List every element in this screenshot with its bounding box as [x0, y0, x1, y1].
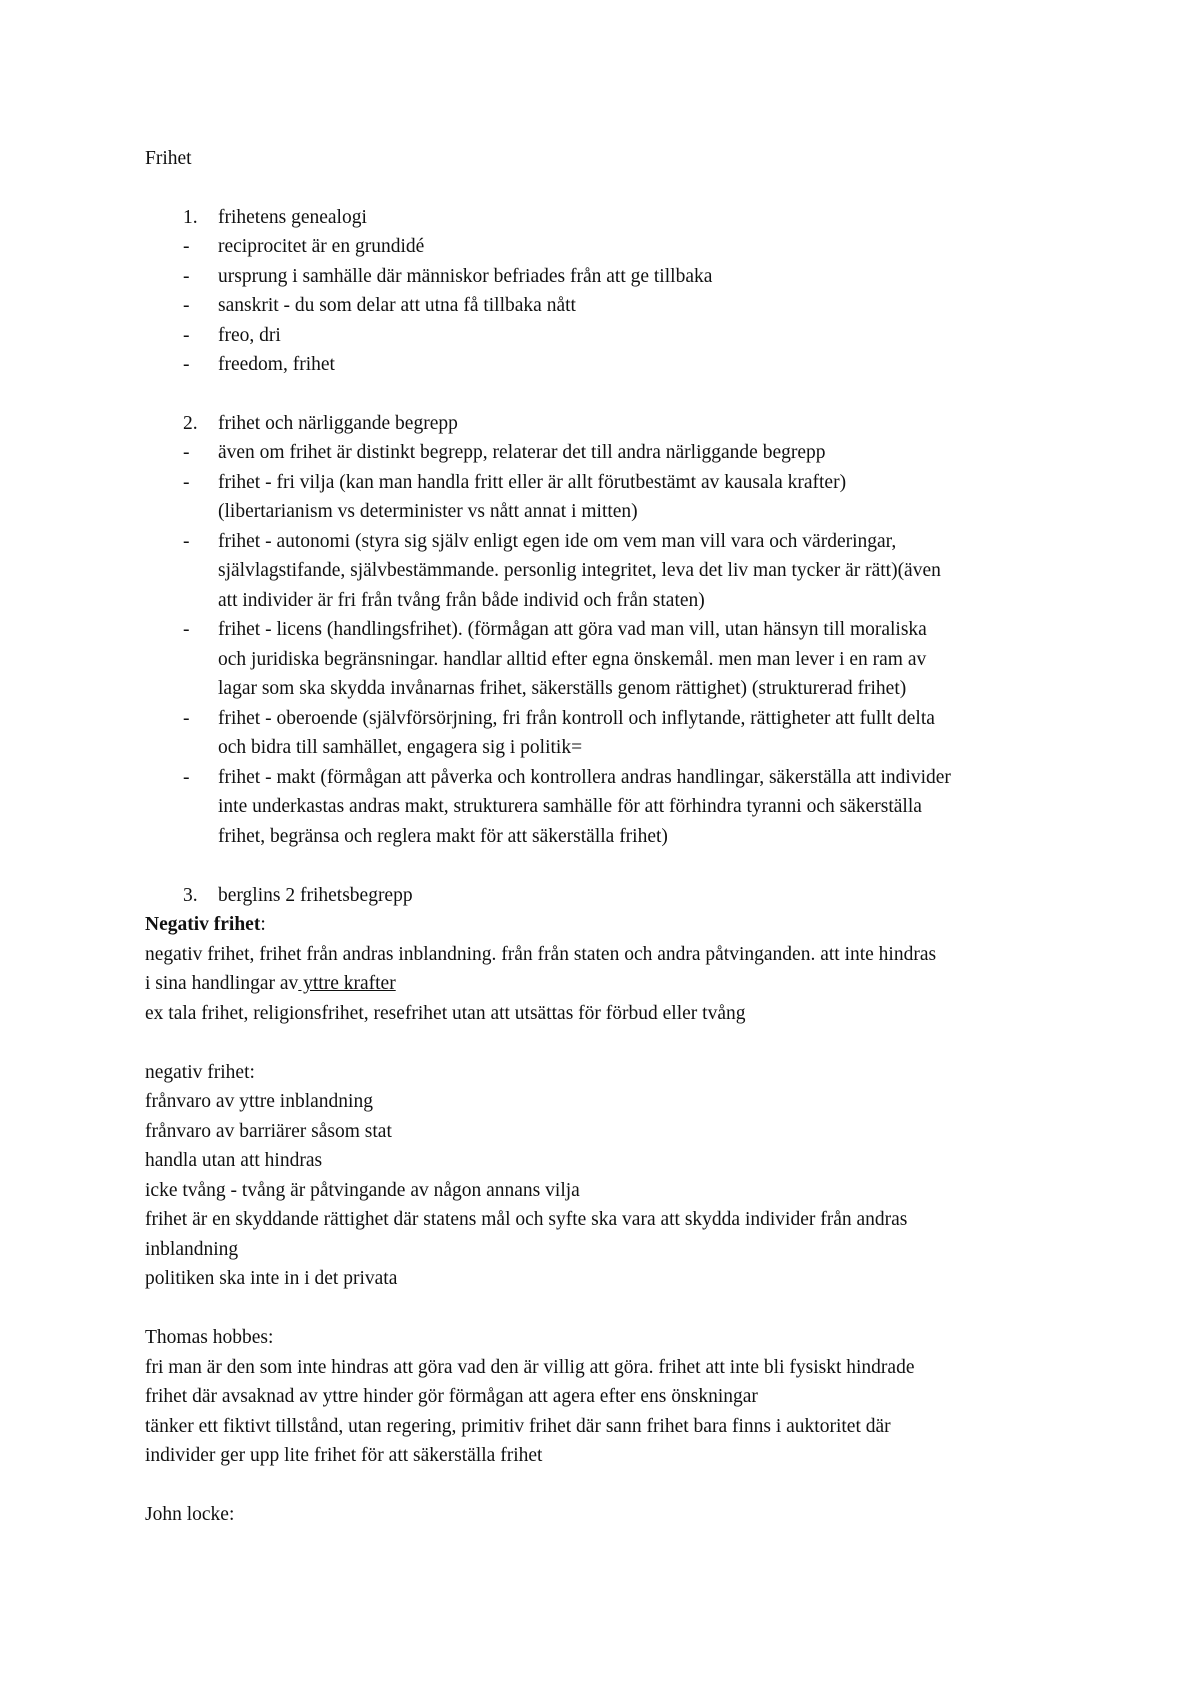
paragraph-line: frånvaro av yttre inblandning	[145, 1091, 373, 1112]
list-item-continuation: inte underkastas andras makt, strukturera samhälle för att förhindra tyranni och säkerställa	[218, 796, 922, 817]
bullet-dash: -	[183, 266, 190, 287]
section-2-number: 2.	[183, 413, 198, 434]
paragraph-line	[145, 969, 396, 999]
list-item: sanskrit - du som delar att utna få tillbaka nått	[218, 295, 576, 316]
paragraph-line: politiken ska inte in i det privata	[145, 1268, 398, 1289]
section-1-number: 1.	[183, 207, 198, 228]
bullet-dash: -	[183, 295, 190, 316]
paragraph-line: frihet är en skyddande rättighet där statens mål och syfte ska vara att skydda individer från andras	[145, 1209, 908, 1230]
paragraph-line: negativ frihet, frihet från andras inblandning. från från staten och andra påtvinganden. att inte hindras	[145, 944, 937, 965]
list-item-continuation: och juridiska begränsningar. handlar alltid efter egna önskemål. men man lever i en ram av	[218, 649, 927, 670]
bullet-dash: -	[183, 354, 190, 375]
list-item: freedom, frihet	[218, 354, 335, 375]
negativ-frihet-label	[145, 910, 266, 940]
paragraph-line: individer ger upp lite frihet för att säkerställa frihet	[145, 1445, 543, 1466]
document-title: Frihet	[145, 148, 192, 169]
list-item-continuation: självlagstifande, självbestämmande. personlig integritet, leva det liv man tycker är rätt)(även	[218, 560, 941, 581]
list-item-continuation: och bidra till samhället, engagera sig i politik=	[218, 737, 583, 758]
paragraph-line: frånvaro av barriärer såsom stat	[145, 1121, 392, 1142]
list-item: frihet - makt (förmågan att påverka och kontrollera andras handlingar, säkerställa att individer	[218, 767, 951, 788]
paragraph-line: tänker ett fiktivt tillstånd, utan regering, primitiv frihet där sann frihet bara finns i auktoritet där	[145, 1416, 891, 1437]
list-item: frihet - oberoende (självförsörjning, fri från kontroll och inflytande, rättigheter att fullt delta	[218, 708, 935, 729]
section-3-heading: berglins 2 frihetsbegrepp	[218, 885, 413, 906]
list-item: frihet - licens (handlingsfrihet). (förmågan att göra vad man vill, utan hänsyn till moraliska	[218, 619, 927, 640]
bullet-dash: -	[183, 531, 190, 552]
list-item-continuation: lagar som ska skydda invånarnas frihet, säkerställs genom rättighet) (strukturerad frihet)	[218, 678, 907, 699]
list-item-continuation: frihet, begränsa och reglera makt för att säkerställa frihet)	[218, 826, 668, 847]
paragraph-line: frihet där avsaknad av yttre hinder gör förmågan att agera efter ens önskningar	[145, 1386, 758, 1407]
paragraph-text: i sina handlingar av	[145, 973, 299, 994]
negativ-frihet-colon: :	[260, 914, 266, 935]
bullet-dash: -	[183, 767, 190, 788]
locke-heading: John locke:	[145, 1504, 235, 1525]
underlined-text: yttre krafter	[298, 973, 396, 994]
section-1-heading: frihetens genealogi	[218, 207, 367, 228]
list-item-continuation: (libertarianism vs determinister vs nått annat i mitten)	[218, 501, 638, 522]
list-item-continuation: att individer är fri från tvång från både individ och från staten)	[218, 590, 705, 611]
paragraph-line: handla utan att hindras	[145, 1150, 323, 1171]
section-3-number: 3.	[183, 885, 198, 906]
hobbes-heading: Thomas hobbes:	[145, 1327, 274, 1348]
paragraph-line: fri man är den som inte hindras att göra vad den är villig att göra. frihet att inte bli fysiskt hindrade	[145, 1357, 915, 1378]
bullet-dash: -	[183, 619, 190, 640]
bullet-dash: -	[183, 442, 190, 463]
list-item: även om frihet är distinkt begrepp, relaterar det till andra närliggande begrepp	[218, 442, 826, 463]
list-item: frihet - autonomi (styra sig själv enligt egen ide om vem man vill vara och värderingar,	[218, 531, 897, 552]
section-2-heading: frihet och närliggande begrepp	[218, 413, 458, 434]
negativ-frihet-bold: Negativ frihet	[145, 914, 261, 935]
paragraph-line: icke tvång - tvång är påtvingande av någon annans vilja	[145, 1180, 580, 1201]
list-item: ursprung i samhälle där människor befriades från att ge tillbaka	[218, 266, 713, 287]
list-item: frihet - fri vilja (kan man handla fritt eller är allt förutbestämt av kausala krafter)	[218, 472, 847, 493]
list-item: freo, dri	[218, 325, 281, 346]
paragraph-line: ex tala frihet, religionsfrihet, resefrihet utan att utsättas för förbud eller tvång	[145, 1003, 746, 1024]
paragraph-line: inblandning	[145, 1239, 239, 1260]
list-item: reciprocitet är en grundidé	[218, 236, 425, 257]
negativ-frihet-heading: negativ frihet:	[145, 1062, 255, 1083]
bullet-dash: -	[183, 325, 190, 346]
bullet-dash: -	[183, 236, 190, 257]
bullet-dash: -	[183, 708, 190, 729]
bullet-dash: -	[183, 472, 190, 493]
